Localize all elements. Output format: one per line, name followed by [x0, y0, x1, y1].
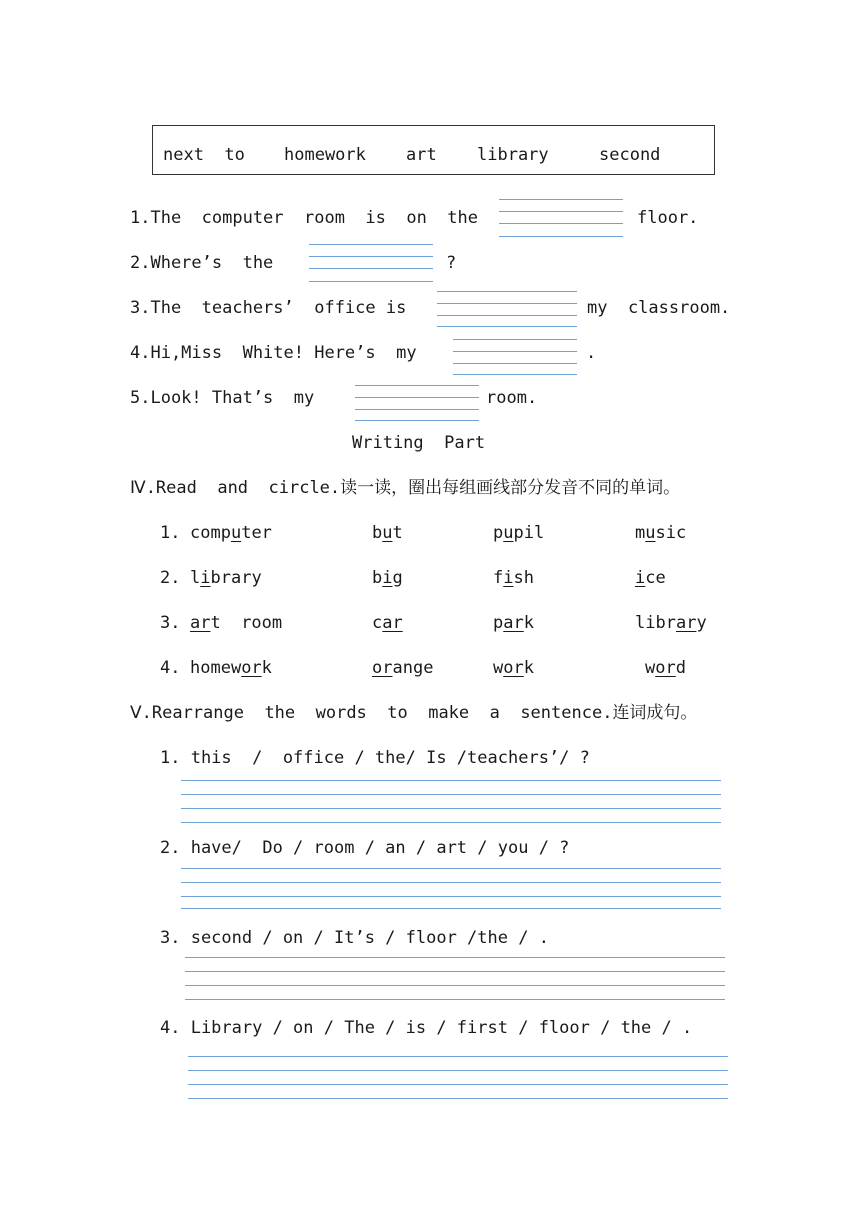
underlined-letters: u	[645, 523, 656, 543]
fill-blank-question-1-end: floor.	[637, 208, 699, 228]
fill-blank-question-2: 2.Where’s the	[130, 253, 274, 273]
underlined-letters: ar	[190, 613, 211, 633]
fill-blank-question-2-end: ?	[446, 253, 457, 273]
word-bank-item: art	[406, 145, 437, 165]
circle-option-word[interactable]: ice	[635, 568, 666, 588]
circle-option-word[interactable]: music	[635, 523, 687, 543]
circle-option-word[interactable]: pupil	[493, 523, 545, 543]
underlined-letters: ar	[675, 613, 697, 633]
fill-blank-question-3-end: my classroom.	[587, 298, 731, 318]
underlined-letters: i	[200, 568, 211, 588]
answer-lines-3[interactable]	[185, 957, 725, 1003]
fill-blank-question-4: 4.Hi,Miss White! Here’s my	[130, 343, 417, 363]
circle-option-word[interactable]: work	[493, 658, 534, 678]
underlined-letters: ar	[382, 613, 403, 633]
underlined-letters: or	[241, 658, 262, 678]
circle-option-word[interactable]: park	[493, 613, 534, 633]
word-bank-item: next to	[163, 145, 245, 165]
underlined-letters: or	[655, 658, 676, 678]
fill-blank-question-4-end: .	[586, 343, 597, 363]
answer-lines-4[interactable]	[188, 1056, 728, 1102]
rearrange-item-3: 3. second / on / It’s / floor /the / .	[160, 928, 549, 948]
circle-option-word[interactable]: but	[372, 523, 403, 543]
circle-row-number: 1.	[160, 523, 181, 543]
answer-blank-1[interactable]	[499, 199, 623, 239]
answer-blank-2[interactable]	[309, 244, 433, 284]
circle-option-word[interactable]: word	[645, 658, 686, 678]
rearrange-item-1: 1. this / office / the/ Is /teachers’/ ?	[160, 748, 590, 768]
fill-blank-question-5: 5.Look! That’s my	[130, 388, 315, 408]
fill-blank-question-5-end: room.	[486, 388, 538, 408]
circle-option-word[interactable]: computer	[190, 523, 272, 543]
fill-blank-question-1: 1.The computer room is on the	[130, 208, 478, 228]
underlined-letters: or	[372, 658, 393, 678]
underlined-letters: ar	[503, 613, 524, 633]
answer-lines-2[interactable]	[181, 868, 721, 914]
writing-part-heading: Writing Part	[352, 433, 486, 453]
answer-lines-1[interactable]	[181, 780, 721, 826]
underlined-letters: u	[503, 523, 514, 543]
underlined-letters: or	[503, 658, 524, 678]
rearrange-item-2: 2. have/ Do / room / an / art / you / ?	[160, 838, 570, 858]
circle-option-word[interactable]: orange	[372, 658, 434, 678]
word-bank-item: homework	[284, 145, 366, 165]
word-bank-item: second	[599, 145, 661, 165]
circle-row-number: 3.	[160, 613, 181, 633]
underlined-letters: i	[503, 568, 514, 588]
answer-blank-3[interactable]	[437, 291, 577, 329]
circle-option-word[interactable]: library	[190, 568, 262, 588]
section4-title: Ⅳ.Read and circle.读一读，圈出每组画线部分发音不同的单词。	[130, 478, 681, 498]
underlined-letters: u	[382, 523, 393, 543]
underlined-letters: i	[382, 568, 393, 588]
underlined-letters: i	[635, 568, 646, 588]
section5-title: Ⅴ.Rearrange the words to make a sentence.连词成句。	[130, 703, 698, 723]
circle-option-word[interactable]: library	[635, 613, 707, 633]
circle-row-number: 4.	[160, 658, 181, 678]
circle-option-word[interactable]: big	[372, 568, 403, 588]
fill-blank-question-3: 3.The teachers’ office is	[130, 298, 407, 318]
rearrange-item-4: 4. Library / on / The / is / first / floor / the / .	[160, 1018, 693, 1038]
word-bank-item: library	[477, 145, 549, 165]
circle-option-word[interactable]: art room	[190, 613, 283, 633]
circle-row-number: 2.	[160, 568, 181, 588]
circle-option-word[interactable]: fish	[493, 568, 534, 588]
circle-option-word[interactable]: car	[372, 613, 403, 633]
underlined-letters: u	[230, 523, 242, 543]
answer-blank-4[interactable]	[453, 339, 577, 377]
answer-blank-5[interactable]	[355, 385, 479, 423]
circle-option-word[interactable]: homework	[190, 658, 272, 678]
